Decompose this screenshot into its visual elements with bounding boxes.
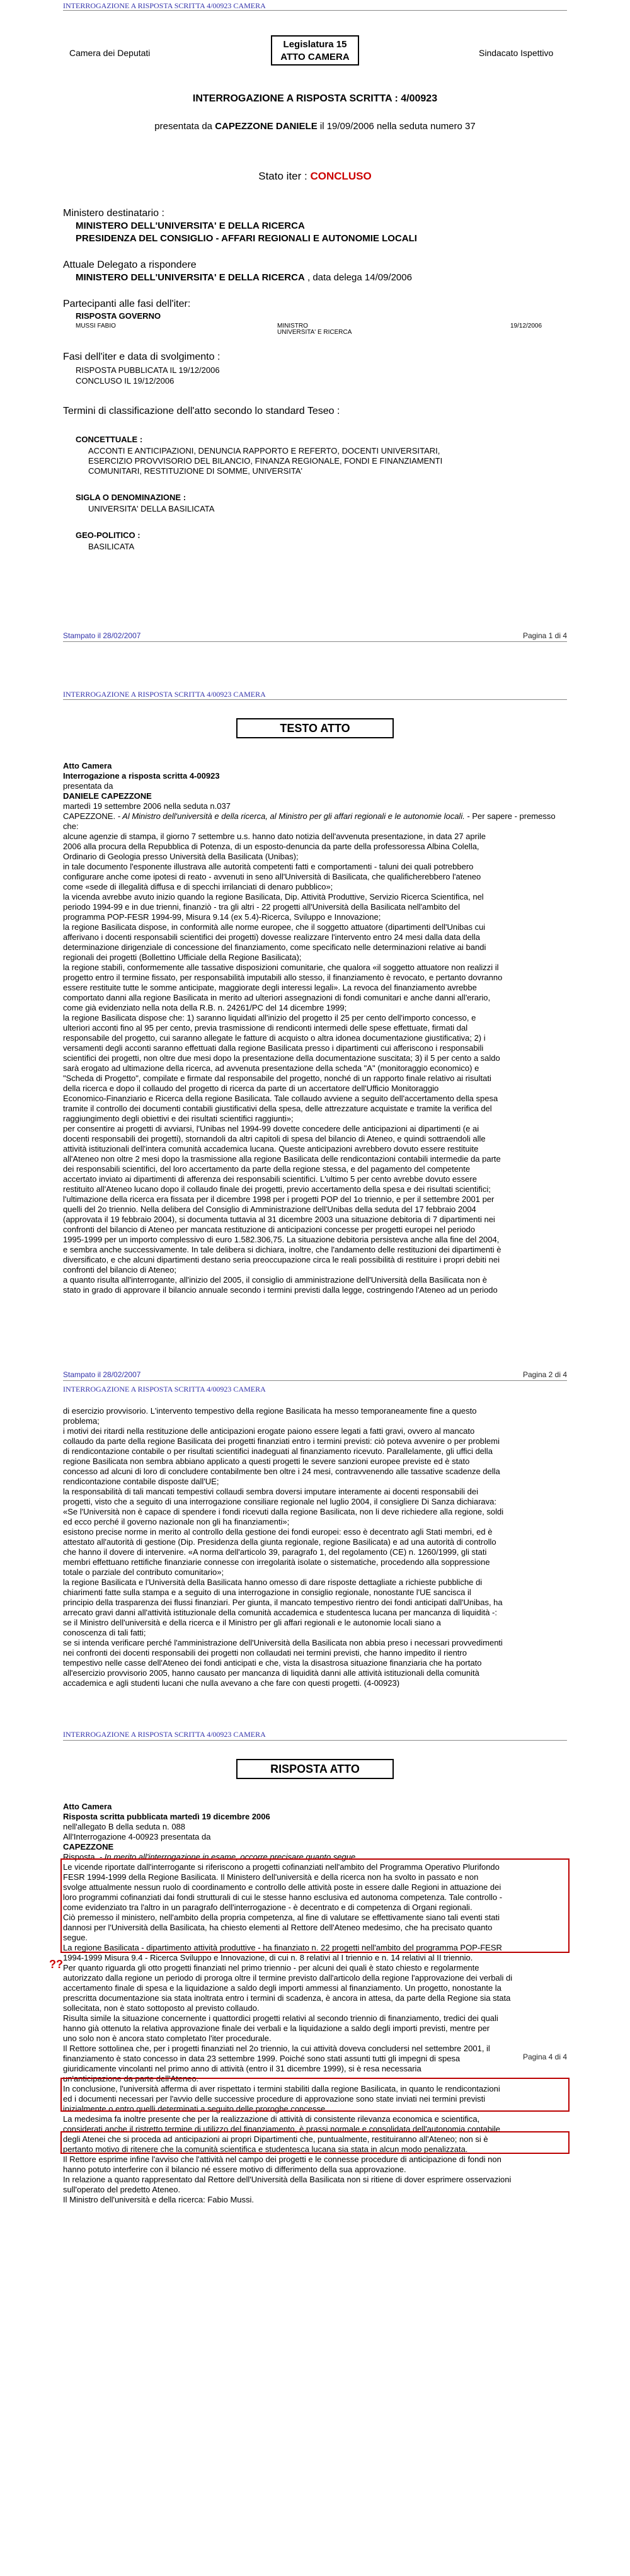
status-label: Stato iter : xyxy=(258,170,311,182)
print-date: Stampato il 28/02/2007 xyxy=(63,631,141,640)
text-line: Economico-Finanziario e Ricerca della regione Basilicata. Tale collaudo avviene a seguito dell'accertamento della spesa xyxy=(63,1094,498,1103)
text-line: 2006 alla procura della Repubblica di Potenza, di un esposto-denuncia da parte della professoressa Albina Colella, xyxy=(63,842,479,851)
text-line: conoscenza di tali fatti; xyxy=(63,1628,146,1637)
answer-heading: Risposta scritta pubblicata martedì 19 dicembre 2006 xyxy=(63,1812,270,1821)
text-line: versamenti degli acconti saranno effettuati dalla regione Basilicata presso i dipartimenti cui afferiscono i responsabili xyxy=(63,1043,484,1053)
text-line: regione Basilicata non sembra abbiano applicato a questi progetti le severe sanzioni europee previste ed è stato xyxy=(63,1457,470,1466)
header-rule xyxy=(63,10,567,11)
text-line: quelli del 2o triennio. Nella delibera del Consiglio di Amministrazione dell'Unibas della seduta del 17 febbraio 2004 xyxy=(63,1205,476,1214)
text-line: restituito all'Ateneo lucano dopo il collaudo finale dei progetti, previo accertamento della spesa e dei risultati scientifici; xyxy=(63,1184,491,1194)
text-line: a quanto risulta all'interrogante, all'inizio del 2005, il consiglio di amministrazione dell'Università della Basilicata non è xyxy=(63,1275,487,1285)
presenter-name: CAPEZZONE xyxy=(63,1842,114,1852)
answer-heading: Atto Camera xyxy=(63,1802,112,1811)
act-heading: Atto Camera xyxy=(63,761,112,770)
answer-line: uno solo non è ancora stato completato l'iter procedurale. xyxy=(63,2034,272,2043)
text-line: configurare anche come ipotesi di reato - avvenuti in seno all'Università di Basilicata, che qualificherebbero l'ateneo xyxy=(63,872,481,881)
question-marker: ?? xyxy=(49,1958,63,1971)
page-footer xyxy=(63,2052,567,2061)
concept-line: COMUNITARI, RESTITUZIONE DI SOMME, UNIVERSITA' xyxy=(88,466,303,476)
page-footer xyxy=(63,631,567,640)
text-line: come già evidenziato nella nota della R.B. n. 24261/PC del 14 dicembre 1999; xyxy=(63,1003,347,1012)
answer-line: ed i documenti necessari per l'avvio delle successive procedure di approvazione sono state inviati nei termini previsti xyxy=(63,2094,486,2104)
answer-line: sull'operato del predetto Ateneo. xyxy=(63,2185,181,2194)
text-line: la regione Basilicata dispose, in conformità alle norme europee, che il soggetto attuatore (dipartimenti dell'Unibas cui xyxy=(63,922,486,932)
phase-item: CONCLUSO IL 19/12/2006 xyxy=(76,376,175,386)
header-rule xyxy=(63,1740,567,1741)
answer-line: prescritta documentazione sia stata inoltrata entro i termini di scadenza, è ancora in attesa, da parte della Regione sia stata xyxy=(63,1993,511,2003)
answer-line: loro programmi cofinanziati dai fondi strutturali di cui le stesse hanno esclusiva ed autonoma competenza. Tale controllo - xyxy=(63,1892,503,1902)
delegate-line xyxy=(76,272,412,283)
presented-line xyxy=(0,121,630,132)
delegate-name: MINISTERO DELL'UNIVERSITA' E DELLA RICERCA xyxy=(76,272,305,283)
text-line: confronti del bilancio di Ateneo; xyxy=(63,1265,176,1274)
text-line: progetti, visto che a seguito di una interrogazione consiliare regionale nel luglio 2004, il consigliere Di Sanza dichiarava: xyxy=(63,1497,496,1506)
answer-line: Ciò premesso il ministero, nell'ambito della propria competenza, al fine di valutare se effettivamente siano tali eventi stati xyxy=(63,1913,500,1922)
ministry-2: PRESIDENZA DEL CONSIGLIO - AFFARI REGIONALI E AUTONOMIE LOCALI xyxy=(76,233,417,244)
answer-line: Il Rettore esprime infine l'avviso che l'attività nel campo dei progetti e le connesse procedure di anticipazione di fondi non xyxy=(63,2155,501,2164)
text-line: accertato inviato ai dipartimenti di afferenza dei responsabili scientifici. L'ultimo 5 per cento avrebbe dovuto essere xyxy=(63,1174,477,1184)
page-footer xyxy=(63,1370,567,1379)
text-line: scientifici dei progetti, non oltre due mesi dopo la presentazione della documentazione suscitata; 3) il 5 per cento a saldo xyxy=(63,1053,500,1063)
text-line: all'esercizio provvisorio 2005, hanno causato per mancanza di liquidità danni alle attività istituzionali della comunità xyxy=(63,1668,479,1678)
status-line xyxy=(0,170,630,183)
answer-line: autorizzato dalla regione un periodo di proroga oltre il termine previsto dall'articolo della regione l'approvazione dei verbali di xyxy=(63,1973,513,1983)
page-header: INTERROGAZIONE A RISPOSTA SCRITTA 4/00923 CAMERA xyxy=(63,690,266,699)
text-line: (approvata il 19 febbraio 2004), si documenta tuttavia al 31 dicembre 2003 una situazione debitoria di 7 dipartimenti nei xyxy=(63,1215,495,1224)
act-text-paragraphs xyxy=(63,811,567,1295)
answer-line: Risulta simile la situazione concernente i quattordici progetti relativi al secondo triennio di finanziamento, tredici dei quali xyxy=(63,2013,498,2023)
text-line: nei confronti dei docenti responsabili dei progetti non collaudati nei termini previsti, che hanno impedito il rientro xyxy=(63,1648,467,1657)
answer-line: come evidenziato tra l'altro in un paragrafo dell'interrogazione - è decentrato e di competenza di Organi regionali. xyxy=(63,1903,472,1912)
text-line: «Se l'Università non è capace di spendere i fondi ricevuti dalla regione Basilicata, non li deve richiedere alla regione, soldi xyxy=(63,1507,504,1516)
header-rule xyxy=(63,699,567,700)
text-line: i motivi dei ritardi nella restituzione delle anticipazioni erogate paiono essere legati a fatti gravi, ovvero al mancato xyxy=(63,1426,475,1436)
text-line: concesso ad alcuni di loro di concludere contabilmente ben oltre i 24 mesi, contravvenendo alle tassative scadenze della xyxy=(63,1467,500,1476)
page-number: Pagina 1 di 4 xyxy=(522,631,567,640)
text-line: "Scheda di Progetto", compilate e firmate dal responsabile del progetto, nonché di un rapporto finale relativo ai risultati xyxy=(63,1073,491,1083)
answer-line: pertanto motivo di ritenere che la comunità scientifica e studentesca lucana sia stata in alcun modo penalizzata. xyxy=(63,2144,468,2154)
phase-item: RISPOSTA PUBBLICATA IL 19/12/2006 xyxy=(76,365,220,375)
text-line: accademica e agli studenti lucani che nulla avevano a che fare con questi progetti. (4-00923) xyxy=(63,1678,400,1688)
answer-line: In conclusione, l'università afferma di aver rispettato i termini stabiliti dalla regione Basilicata, in quanto le rendicontazioni xyxy=(63,2084,500,2093)
answer-heading: All'Interrogazione 4-00923 presentata da xyxy=(63,1832,211,1841)
answer-line: Il Rettore sottolinea che, per i progetti finanziati nel 2o triennio, la cui attività doveva concludersi nel settembre 2001, il xyxy=(63,2044,490,2053)
act-heading: presentata da xyxy=(63,781,113,791)
text-line: stato in grado di approvare il bilancio annuale secondo i termini previsti dalla legge, costringendo l'Ateneo ad un periodo xyxy=(63,1285,498,1295)
answer-line: accertamento finale di spesa e la liquidazione a saldo degli importi ammessi al finanziamento. Un progetto, nonostante la xyxy=(63,1983,501,1993)
text-line: all'Ateneo non oltre 2 mesi dopo la trasmissione alla regione Basilicata delle rendicontazioni contabili intermedie da parte xyxy=(63,1154,501,1164)
act-heading: Interrogazione a risposta scritta 4-00923 xyxy=(63,771,220,781)
acronym-label: SIGLA O DENOMINAZIONE : xyxy=(76,493,186,502)
text-line: se si intenda verificare perché l'amministrazione dell'Università della Basilicata non abbia preso i necessari provvedimenti xyxy=(63,1638,503,1647)
participants-label: Partecipanti alle fasi dell'iter: xyxy=(63,299,191,309)
speaker-label: CAPEZZONE. xyxy=(63,811,118,821)
text-line: regionali dei progetti (Bollettino Ufficiale della Regione Basilicata); xyxy=(63,953,302,962)
text-line: la vicenda avrebbe avuto inizio quando la regione Basilicata, Dip. Attività Produttive, Servizio Ricerca Scientifica, nel xyxy=(63,892,484,902)
text-line: afferivano i docenti responsabili scientifici dei progetti) dovesse realizzare l'intervento entro 24 mesi dalla data della xyxy=(63,932,480,942)
answer-line: La regione Basilicata - dipartimento attività produttive - ha finanziato n. 22 progetti nell'ambito del programma POP-FESR xyxy=(63,1943,502,1952)
addressee-text: - In merito all'interrogazione in esame, occorre precisare quanto segue. xyxy=(99,1852,358,1862)
answer-line: La medesima fa inoltre presente che per la realizzazione di attività di consistente rilevanza economica e scientifica, xyxy=(63,2114,480,2124)
text-line: l'ultimazione della ricerca era fissata per il dicembre 1998 per i progetti POP del 1o triennio, e per il settembre 2001 per xyxy=(63,1194,495,1204)
text-line: ulteriori acconti fino al 95 per cento, previa trasmissione di rendiconti intermedi delle spese effettuate, firmati dal xyxy=(63,1023,468,1033)
text-line: totale o parziale del contributo comunitario»; xyxy=(63,1567,224,1577)
text-line: come «sede di illegalità diffusa e di specchi irrilanciati di denaro pubblico»; xyxy=(63,882,333,891)
answer-heading: nell'allegato B della seduta n. 088 xyxy=(63,1822,186,1831)
text-line: alcune agenzie di stampa, il giorno 7 settembre u.s. hanno dato notizia dell'avvenuta presentazione, in data 27 aprile xyxy=(63,832,486,841)
text-line: per consentire ai progetti di avviarsi, l'Unibas nel 1994-99 dovette concedere delle anticipazioni ai dipartimenti (e ai xyxy=(63,1124,479,1133)
government-answer-label: RISPOSTA GOVERNO xyxy=(76,311,161,321)
answer-line: hanno potuto interferire con il bilancio né essere motivo di differimento della sua approvazione. xyxy=(63,2165,406,2174)
footer-rule xyxy=(63,1380,567,1381)
presented-prefix: presentata da xyxy=(154,121,215,132)
answer-line: degli Atenei che si proceda ad anticipazioni ai propri Dipartimenti che, puntualmente, restituiranno all'Ateneo; non si è xyxy=(63,2134,488,2144)
page-title: INTERROGAZIONE A RISPOSTA SCRITTA : 4/00923 xyxy=(192,93,438,104)
page-header: INTERROGAZIONE A RISPOSTA SCRITTA 4/00923 CAMERA xyxy=(63,1730,266,1739)
page-header: INTERROGAZIONE A RISPOSTA SCRITTA 4/00923 CAMERA xyxy=(63,1,266,10)
text-line: tempestivo nelle casse dell'Ateneo dei fondi anticipati e che, vista la disastrosa situazione finanziaria che ha portato xyxy=(63,1658,482,1668)
presenter-name: CAPEZZONE DANIELE xyxy=(215,121,318,132)
text-line: raggiungimento degli obiettivi e dei risultati scientifici raggiunti»; xyxy=(63,1114,294,1123)
answer-title: RISPOSTA ATTO xyxy=(236,1759,394,1779)
text-line: principio della trasparenza dei flussi finanziari. Per giunta, il mancato tempestivo rientro dei fondi anticipati dall'Unibas, ha xyxy=(63,1598,503,1607)
text-line: la regione stabilì, conformemente alle tassative disposizioni comunitarie, che qualora «il soggetto attuatore non realizzi il xyxy=(63,963,499,972)
text-line: periodo 1994-99 e in due trienni, finanziò - tra gli altri - 22 progetti all'Università della Basilicata nell'ambito del xyxy=(63,902,461,912)
legislature-box xyxy=(271,35,359,66)
addressee-text: - Al Ministro dell'università e della ricerca, al Ministro per gli affari regionali e le autonomie locali. xyxy=(117,811,467,821)
answer-line: 1994-1999 Misura 9.4 - Ricerca Sviluppo e Innovazione, di cui n. 8 relativi al I triennio e n. 14 relativi al II triennio. xyxy=(63,1953,473,1962)
delegate-label: Attuale Delegato a rispondere xyxy=(63,260,197,270)
geo-label: GEO-POLITICO : xyxy=(76,530,140,540)
chamber-label: Camera dei Deputati xyxy=(69,48,151,58)
text-line: se il Ministro dell'università e della ricerca e il Ministro per gli affari regionali e le autonomie locali siano a xyxy=(63,1618,441,1627)
concept-line: ESERCIZIO PROVVISORIO DEL BILANCIO, FINANZA REGIONALE, FONDI E FINANZIAMENTI xyxy=(88,456,443,466)
presented-suffix: il 19/09/2006 nella seduta numero 37 xyxy=(317,121,476,132)
text-line: della ricerca e dopo il collaudo del progetto di ricerca da parte di un accertatore dell'Ufficio Monitoraggio xyxy=(63,1084,439,1093)
text-line: membri effettuano rettifiche finanziarie connesse con irregolarità isolate o sistematiche, procedendo alla soppressione xyxy=(63,1557,490,1567)
highlight-box xyxy=(60,1858,570,1953)
text-line: programma POP-FESR 1994-99, Misura 9.14 (ex 5.4)-Ricerca, Sviluppo e Innovazione; xyxy=(63,912,381,922)
ministry-1: MINISTERO DELL'UNIVERSITA' E DELLA RICERCA xyxy=(76,220,305,231)
text-line: problema; xyxy=(63,1416,100,1426)
page-number: Pagina 2 di 4 xyxy=(522,1370,567,1379)
answer-line: sollecitata, non è stato sottoposto al previsto collaudo. xyxy=(63,2003,260,2013)
print-date: Stampato il 28/02/2007 xyxy=(63,1370,141,1379)
page-header: INTERROGAZIONE A RISPOSTA SCRITTA 4/00923 CAMERA xyxy=(63,1385,266,1394)
participant-name: MUSSI FABIO xyxy=(76,323,116,329)
answer-line: considerati anche il ristretto termine di utilizzo del finanziamento, è prassi normale e consolidata dell'autonomia contabile xyxy=(63,2124,501,2134)
concept-line: ACCONTI E ANTICIPAZIONI, DENUNCIA RAPPORTO E REFERTO, DOCENTI UNIVERSITARI, xyxy=(88,446,440,455)
text-line: arrecato gravi danni all'attività istituzionale della comunità accademica e studentesca lucana per mancanza di liquidità -: xyxy=(63,1608,497,1617)
status-badge: CONCLUSO xyxy=(310,170,372,182)
text-line: collaudo da parte della regione Basilicata dei progetti finanziati entro i termini previsti: ciò poteva avvenire o per problemi xyxy=(63,1436,500,1446)
delegate-date: , data delega 14/09/2006 xyxy=(304,272,412,283)
act-type-label: ATTO CAMERA xyxy=(280,52,350,62)
text-line: rendicontazione contabile disposte dall'UE; xyxy=(63,1477,219,1486)
text-line: tramite il controllo dei documenti contabili giustificativi della spesa, delle attrezzature acquistate e tramite la verifica del xyxy=(63,1104,492,1113)
text-line: ed ecco perché il governo nazionale non gli ha finanziamenti»; xyxy=(63,1517,290,1526)
highlight-box xyxy=(60,2131,570,2154)
answer-line: giuridicamente vincolanti nel primo anno di attività (entro il 31 dicembre 1999), si è resa necessaria xyxy=(63,2064,421,2073)
text-line: in tale documento l'esponente illustrava alle autorità competenti fatti e comportamenti - taluni dei quali potrebbero xyxy=(63,862,474,871)
presenter-name: DANIELE CAPEZZONE xyxy=(63,791,152,801)
text-line xyxy=(63,811,567,832)
answer-line: segue. xyxy=(63,1933,88,1942)
answer-line: hanno già ottenuto la relativa approvazione finale dei verbali e la liquidazione a saldo degli importi previsti, mentre per xyxy=(63,2024,490,2033)
text-line: esistono precise norme in merito al controllo della gestione dei fondi europei: esso è decentrato agli Stati membri, ed è xyxy=(63,1527,493,1537)
phases-label: Fasi dell'iter e data di svolgimento : xyxy=(63,352,220,362)
answer-line: Per quanto riguarda gli otto progetti finanziati nel primo triennio - per alcuni dei quali è stato chiesto e regolarmente xyxy=(63,1963,479,1972)
text-line: di rendicontazione contabile o per risultati scientifici inadeguati al finanziamento ricevuto. Parallelamente, gli uffici della xyxy=(63,1446,493,1456)
answer-line: Il Ministro dell'università e della ricerca: Fabio Mussi. xyxy=(63,2195,255,2204)
text-line: confronti del bilancio di Ateneo per mancata restituzione di anticipazioni concesse per progetti europei nel periodo xyxy=(63,1225,476,1234)
premise-text: - Per sapere - premesso che: xyxy=(63,811,556,831)
text-line: responsabile del progetto, cui saranno allegate le fatture di acquisto o altra idonea documentazione giustificativa; 2) i xyxy=(63,1033,486,1043)
text-line: progetto entro il termine fissato, per responsabilità imputabili allo stesso, il finanziamento è revocato, e pertanto dovranno xyxy=(63,973,503,982)
acronym-value: UNIVERSITA' DELLA BASILICATA xyxy=(88,504,215,513)
text-line: determinazione dirigenziale di concessione del finanziamento, come specificato nelle determinazioni relative ai bandi xyxy=(63,942,486,952)
answer-line: un'anticipazione da parte dell'Ateneo. xyxy=(63,2074,199,2083)
answer-line: In relazione a quanto rappresentato dal Rettore dell'Università della Basilicata non si ritiene di dover esprimere osservazioni xyxy=(63,2175,512,2184)
session-date: martedì 19 settembre 2006 nella seduta n.037 xyxy=(63,801,231,811)
speaker-label: Risposta. xyxy=(63,1852,100,1862)
text-line: comportato danni alla regione Basilicata in merito ad ulteriori assegnazioni di fondi comunitari e anche danni all'erario, xyxy=(63,993,491,1002)
text-line: essere restituite tutte le somme anticipate, maggiorate degli interessi legali». La revoca del finanziamento avrebbe xyxy=(63,983,477,992)
participant-ministry: UNIVERSITA' E RICERCA xyxy=(277,329,352,336)
legislature-label: Legislatura 15 xyxy=(283,39,347,50)
text-line: che hanno il dovere di intervenire. «A norma dell'articolo 39, paragrafo 1, del regolamento (CE) n. 1260/1999, gli stati xyxy=(63,1547,487,1557)
footer-rule xyxy=(63,641,567,642)
concept-label: CONCETTUALE : xyxy=(76,435,143,444)
participant-date: 19/12/2006 xyxy=(510,323,542,329)
terms-label: Termini di classificazione dell'atto secondo lo standard Teseo : xyxy=(63,406,340,416)
inspective-label: Sindacato Ispettivo xyxy=(479,48,554,58)
text-line: e sembra anche successivamente. In tale delibera si dichiara, inoltre, che l'andamento delle restituzioni dei dipartimenti è xyxy=(63,1245,501,1254)
act-text-body xyxy=(63,761,567,1295)
text-line: Ordinario di Geologia presso Università della Basilicata (Unibas); xyxy=(63,852,299,861)
ministry-label: Ministero destinatario : xyxy=(63,208,164,219)
act-text-continued xyxy=(63,1406,567,1688)
text-line: 1995-1999 per un importo complessivo di euro 1.582.306,75. La situazione debitoria persisteva anche alla fine del 2004, xyxy=(63,1235,500,1244)
text-line: la regione Basilicata dispose che: 1) saranno liquidati all'inizio del progetto il 25 per cento dell'importo concesso, e xyxy=(63,1013,476,1022)
page-number: Pagina 4 di 4 xyxy=(522,2052,567,2061)
text-line: dei responsabili scientifici, del loro accertamento da parte della regione stessa, e del pagamento del competente xyxy=(63,1164,471,1174)
answer-line: finanziamento è stato concesso in data 23 settembre 1999. Poiché sono stati assunti tutti gli impegni di spesa xyxy=(63,2054,461,2063)
text-line: chiarimenti fatte sulla stampa e a seguito di una interrogazione in consiglio regionale, nonostante l'UE sancisca il xyxy=(63,1588,471,1597)
text-line: diversificato, e che alcuni dipartimenti destano seria preoccupazione circa le reali possibilità di restituire i propri debiti nei xyxy=(63,1255,500,1264)
text-line: di esercizio provvisorio. L'intervento tempestivo della regione Basilicata ha messo temporaneamente fine a questo xyxy=(63,1406,477,1416)
participant-role: MINISTRO xyxy=(277,323,308,329)
text-line: docenti responsabili dei progetti), stornandoli da altri capitoli di spesa del bilancio di Ateneo, e quindi sottraendoli alle xyxy=(63,1134,486,1143)
text-line: la responsabilità di tali mancati tempestivi collaudi sembra doversi imputare interamente ai docenti responsabili dei xyxy=(63,1487,479,1496)
answer-line: Le vicende riportate dall'interrogante si riferiscono a progetti cofinanziati nell'ambito del Programma Operativo Plurifondo xyxy=(63,1862,500,1872)
answer-line: dannosi per l'Università della Basilicata, ha chiesto elementi al Rettore dell'Ateneo medesimo, che ha precisato quanto xyxy=(63,1923,493,1932)
act-text-paragraphs xyxy=(63,1406,567,1688)
highlight-box xyxy=(60,2078,570,2112)
answer-line: svolge attualmente nessun ruolo di coordinamento e controllo delle attività poste in essere dalle Regioni in attuazione dei xyxy=(63,1882,501,1892)
text-line: sarà erogato ad ultimazione della ricerca, ad avvenuta presentazione della scheda "A" (monitoraggio economico) e xyxy=(63,1063,479,1073)
geo-value: BASILICATA xyxy=(88,542,135,551)
answer-line: inizialmente o entro quelli determinati a seguito delle proroghe concesse. xyxy=(63,2104,328,2114)
text-line: attestato all'autorità di gestione (Dip. Presidenza della giunta regionale, regione Basilicata) e ad una autorità di controllo xyxy=(63,1537,496,1547)
answer-line: FESR 1994-1999 della Regione Basilicata. Il Ministero dell'università e della ricerca non ha svolto in passato e non xyxy=(63,1872,479,1882)
act-text-title: TESTO ATTO xyxy=(236,718,394,738)
text-line: la regione Basilicata e l'Università della Basilicata hanno omesso di dare risposte dettagliate a richieste pubbliche di xyxy=(63,1577,483,1587)
text-line: attività istituzionali dell'intera comunità accademica lucana. Queste anticipazioni avrebbero dovuto essere restituite xyxy=(63,1144,479,1153)
